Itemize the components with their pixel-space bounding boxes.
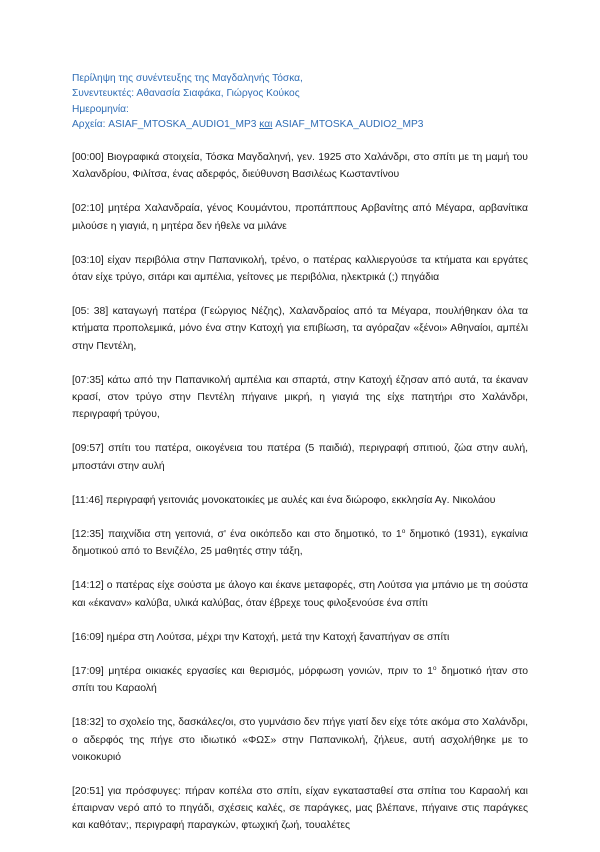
- summary-entry: [02:10] μητέρα Χαλανδραία, γένος Κουμάντου, προπάππους Αρβανίτης από Μέγαρα, αρβανίτικα μιλούσε η γιαγιά, η μητέρα δεν ήθελε να μιλάνε: [72, 203, 528, 232]
- interview-date: Ημερομηνία:: [72, 103, 129, 115]
- summary-entry: [00:00] Βιογραφικά στοιχεία, Τόσκα Μαγδαληνή, γεν. 1925 στο Χαλάνδρι, στο σπίτι με τη μαμή του Χαλανδρίου, Φιλίτσα, ένας αδερφός, διεύθυνση Βασιλέως Κωσταντίνου: [72, 152, 528, 181]
- summary-entry: [11:46] περιγραφή γειτονιάς μονοκατοικίες με αυλές και ένα διώροφο, εκκλησία Αγ. Νικολάου: [72, 494, 496, 506]
- summary-entry: [72, 663, 528, 697]
- summary-entry: [05: 38] καταγωγή πατέρα (Γεώργιος Νέζης), Χαλανδραίος από τα Μέγαρα, πουλήθηκαν όλα τα κτήματα προπολεμικά, μόνο ένα στην Κατοχή για επιβίωση, τα αγόραζαν «ξένοι» Αθηναίοι, αμπέλι στην Πεντέλη,: [72, 306, 528, 352]
- interview-title: Περίληψη της συνέντευξης της Μαγδαληνής Τόσκα,: [72, 73, 303, 84]
- entry-text-start: [12:35] παιχνίδια στη γειτονιά, σ' ένα οικόπεδο και στο δημοτικό, το 1: [72, 529, 402, 541]
- summary-body: [72, 149, 528, 852]
- entry-text-end: δημοτικό (1931), εγκαίνια δημοτικού από το Βενιζέλο, 25 μαθητές στην τάξη,: [72, 529, 528, 558]
- summary-entry: [03:10] είχαν περιβόλια στην Παπανικολή, τρένο, ο πατέρας καλλιεργούσε τα κτήματα και εργάτες όταν είχε τρύγο, σιτάρι και αμπέλια, γείτονες με περιβόλια, ηλεκτρικά (;) πηγάδια: [72, 254, 528, 284]
- entry-text-end: δημοτικό ήταν στο σπίτι του Καραολή: [72, 666, 528, 695]
- audio-files: [72, 117, 532, 132]
- summary-entry: [72, 526, 528, 560]
- summary-entry: [20:51] για πρόσφυγες: πήραν κοπέλα στο σπίτι, είχαν εγκατασταθεί στα σπίτια του Καραολή και έπαιρναν νερό από το πηγάδι, σχέσεις καλές, σε παράγκες, μας βλέπανε, πήγαινε στις παράγκες και καθόταν;, περιγραφή παραγκών, φτωχική ζωή, τουαλέτες: [72, 786, 528, 832]
- entry-text-start: [17:09] μητέρα οικιακές εργασίες και θερισμός, μόρφωση γονιών, πριν το 1: [72, 666, 433, 678]
- interview-header: [72, 71, 532, 133]
- summary-entry: [18:32] το σχολείο της, δασκάλες/οι, στο γυμνάσιο δεν πήγε γιατί δεν είχε τότε ακόμα στο Χαλάνδρι, ο αδερφός της πήγε στο ιδιωτικό «ΦΩΣ» στην Παπανικολή, ζήλευε, αυτή ασχολήθηκε με το νοικοκυριό: [72, 717, 528, 763]
- summary-entry: [16:09] ημέρα στη Λούτσα, μέχρι την Κατοχή, μετά την Κατοχή ξαναπήγαν σε σπίτι: [72, 631, 450, 643]
- audio-file-2: ASIAF_MTOSKA_AUDIO2_MP3: [275, 119, 424, 131]
- interviewers: Συνεντευκτές: Αθανασία Σιαφάκα, Γιώργος Κούκος: [72, 88, 300, 100]
- summary-entry: [09:57] σπίτι του πατέρα, οικογένεια του πατέρα (5 παιδιά), περιγραφή σπιτιού, ζώα στην αυλή, μποστάνι στην αυλή: [72, 443, 528, 472]
- audio-link-and[interactable]: και: [259, 119, 273, 131]
- audio-file-1: Αρχεία: ASIAF_MTOSKA_AUDIO1_MP3: [72, 119, 257, 131]
- summary-entry: [14:12] ο πατέρας είχε σούστα με άλογο και έκανε μεταφορές, στη Λούτσα για μπάνιο με τη σούστα και «έκαναν» καλύβα, υλικά καλύβας, όταν έβρεχε τους φιλοξενούσε ένα σπίτι: [72, 580, 528, 609]
- summary-entry: [07:35] κάτω από την Παπανικολή αμπέλια και σπαρτά, στην Κατοχή έζησαν από αυτά, τα έκαναν κρασί, στον τρύγο στην Πεντέλη πήγαινε μικρή, η γιαγιά της είχε πατητήρι στο Χαλάνδρι, περιγραφή τρύγου,: [72, 374, 528, 421]
- ordinal-superscript: ο: [401, 528, 406, 536]
- ordinal-superscript: ο: [432, 665, 437, 673]
